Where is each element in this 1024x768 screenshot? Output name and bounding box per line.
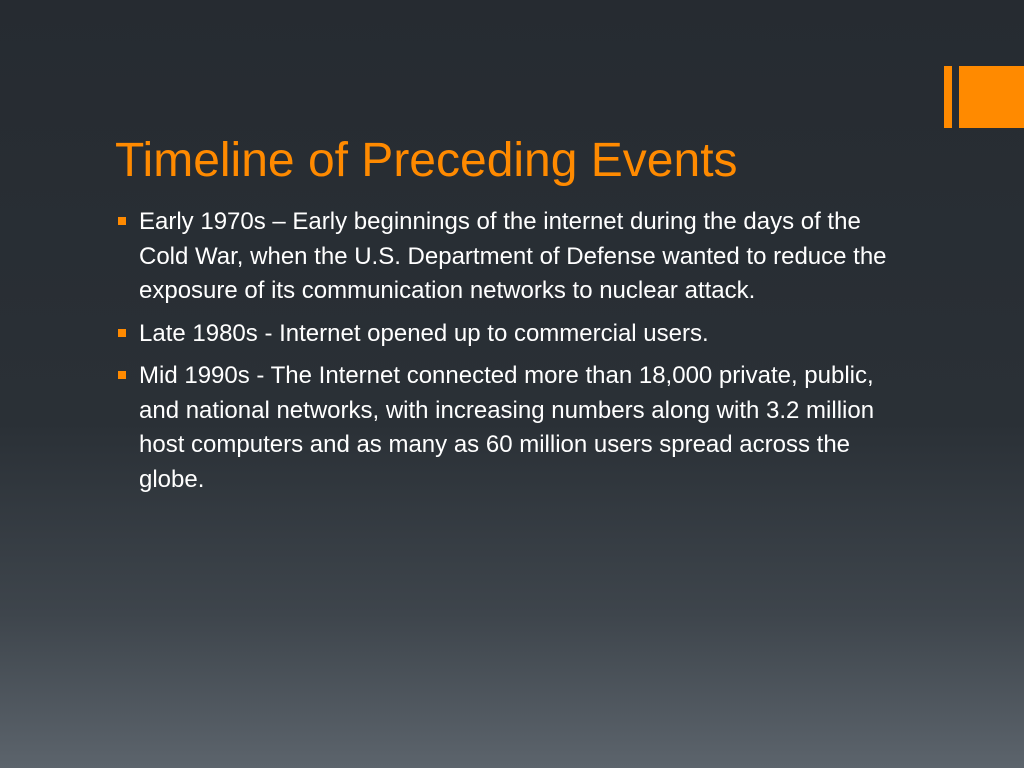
square-bullet-icon	[118, 217, 126, 225]
accent-bar-thin-icon	[944, 66, 952, 128]
slide-title: Timeline of Preceding Events	[115, 134, 738, 187]
bullet-text: Late 1980s - Internet opened up to commercial users.	[139, 319, 709, 347]
bullet-item	[116, 359, 906, 497]
bullet-list	[116, 205, 906, 505]
bullet-text: Early 1970s – Early beginnings of the internet during the days of the Cold War, when the U.S. Department of Defense wanted to reduce the exposure of its communication networks to nuclear attack.	[139, 208, 887, 304]
bullet-text: Mid 1990s - The Internet connected more than 18,000 private, public, and national networks, with increasing numbers along with 3.2 million host computers and as many as 60 million users spread across the globe.	[139, 362, 875, 493]
accent-bar-thick-icon	[959, 66, 1024, 128]
square-bullet-icon	[118, 329, 126, 337]
bullet-item	[116, 205, 906, 309]
bullet-item	[116, 317, 906, 352]
square-bullet-icon	[118, 371, 126, 379]
